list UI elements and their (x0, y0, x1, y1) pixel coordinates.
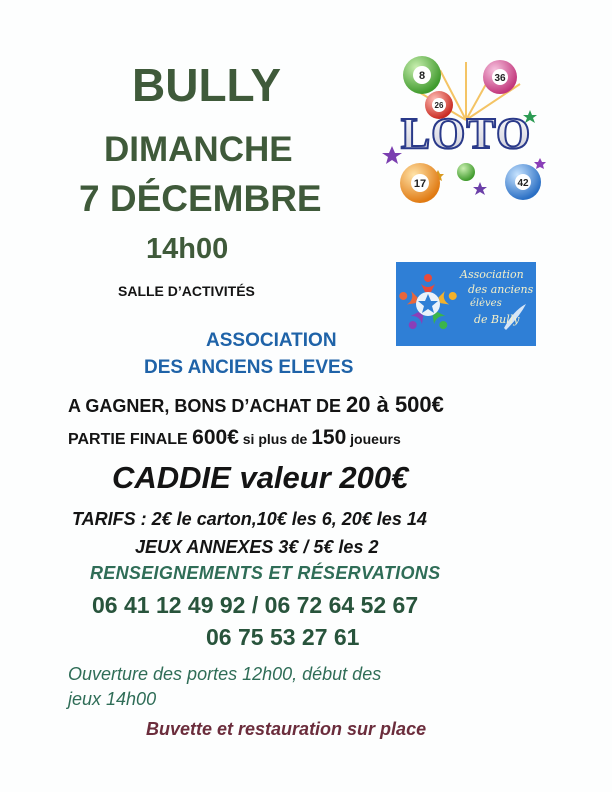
ball-42 (505, 164, 541, 200)
svg-text:42: 42 (517, 178, 529, 189)
loto-balls-illustration (380, 50, 552, 210)
association-name-line2: DES ANCIENS ELEVES (144, 357, 354, 378)
caddie-prize: CADDIE valeur 200€ (112, 460, 409, 495)
assoc-logo-line3: élèves (470, 298, 502, 309)
tarifs: TARIFS : 2€ le carton,10€ les 6, 20€ les 14 (72, 509, 427, 529)
prize-bons-text: A GAGNER, BONS D’ACHAT DE (68, 396, 347, 416)
svg-text:17: 17 (413, 178, 427, 190)
prize-line-bons (68, 394, 444, 416)
association-name-line1: ASSOCIATION (206, 330, 337, 351)
finale-condition: si plus de (238, 431, 312, 447)
assoc-logo-line2: des anciens (468, 283, 534, 296)
phone-numbers-line1: 06 41 12 49 92 / 06 72 64 52 67 (92, 592, 419, 618)
svg-text:8: 8 (418, 70, 426, 82)
opening-hours-line1: Ouverture des portes 12h00, début des (68, 664, 382, 684)
prize-line-finale (68, 427, 401, 448)
svg-text:36: 36 (494, 73, 506, 84)
finale-players-word: joueurs (346, 431, 401, 447)
finale-label: PARTIE FINALE (68, 431, 193, 448)
page-title: BULLY (132, 59, 282, 111)
svg-text:26: 26 (434, 101, 444, 110)
phone-numbers-line2: 06 75 53 27 61 (206, 624, 360, 650)
jeux-annexes: JEUX ANNEXES 3€ / 5€ les 2 (135, 537, 379, 557)
ball-36 (483, 60, 517, 94)
opening-hours-line2: jeux 14h00 (68, 689, 157, 709)
event-day: DIMANCHE (104, 130, 293, 169)
renseignements-heading: RENSEIGNEMENTS ET RÉSERVATIONS (90, 563, 441, 583)
buvette-note: Buvette et restauration sur place (146, 719, 427, 739)
ball-8 (403, 56, 441, 94)
assoc-logo-line4: de Bully (474, 313, 520, 326)
finale-amount: 600€ (192, 426, 239, 449)
event-venue: SALLE D’ACTIVITÉS (118, 283, 255, 299)
loto-logo (380, 50, 552, 210)
association-logo (396, 262, 536, 346)
ball-small-green (457, 163, 475, 181)
event-date: 7 DÉCEMBRE (79, 178, 322, 219)
loto-word: LOTO (400, 109, 532, 158)
event-time: 14h00 (146, 233, 229, 265)
assoc-logo-line1: Association (460, 268, 524, 281)
finale-player-count: 150 (311, 426, 347, 449)
prize-bons-amount: 20 à 500€ (346, 392, 444, 417)
ball-17 (400, 163, 440, 203)
